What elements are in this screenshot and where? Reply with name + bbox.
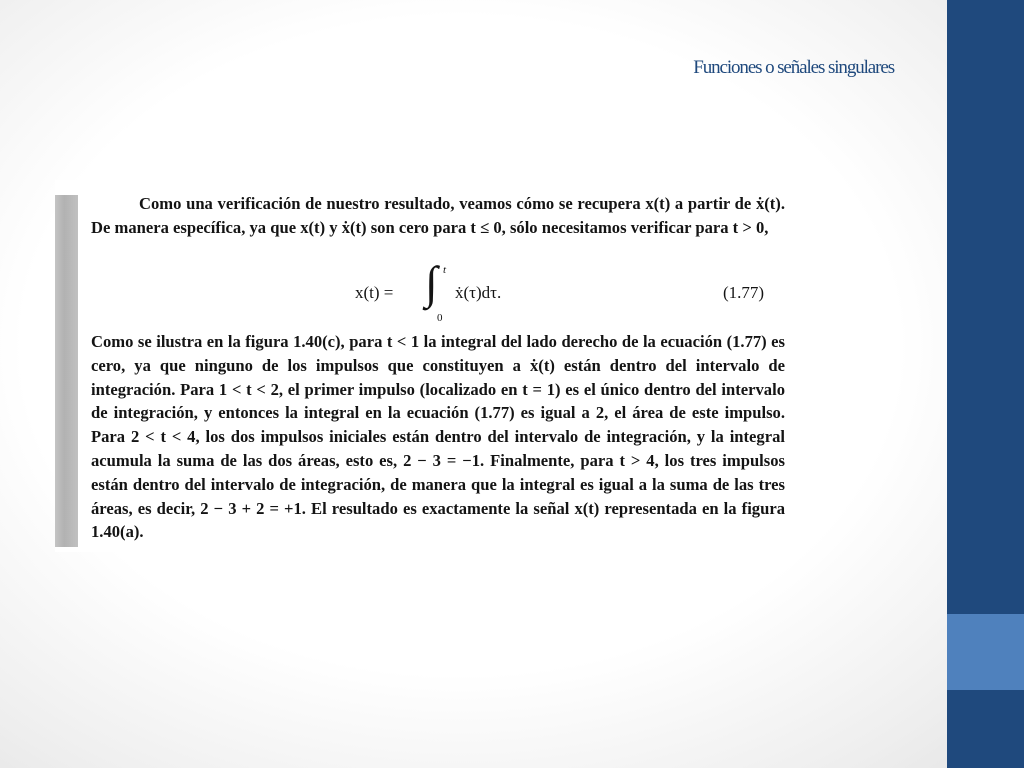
slide-title: Funciones o señales singulares [693, 57, 894, 78]
side-band-light [947, 614, 1024, 690]
integral-lower-limit: 0 [437, 312, 443, 324]
equation-1-77 [355, 257, 795, 326]
equation-number: (1.77) [723, 283, 765, 302]
scanned-text-image [55, 180, 795, 552]
integral-sign: ∫ [425, 257, 438, 308]
paragraph-explanation: Como se ilustra en la figura 1.40(c), para t < 1 la integral del lado derecho de la ecuación (1.77) es cero, ya que ninguno de los impulsos que constituyen a ẋ(t) están dentro del intervalo de integración. Para 1 < t < 2, el primer impulso (localizado en t = 1) es el único dentro del intervalo de integración, y entonces la integral en la ecuación (1.77) es igual a 2, el área de este impulso. Para 2 < t < 4, los dos impulsos iniciales están dentro del intervalo de integración, y la integral acumula la suma de las dos áreas, esto es, 2 − 3 = −1. Finalmente, para t > 4, los tres impulsos están dentro del intervalo de integración, de manera que la integral es igual a la suma de las tres áreas, es decir, 2 − 3 + 2 = +1. El resultado es exactamente la señal x(t) representada en la figura 1.40(a). [91, 332, 785, 542]
integral-upper-limit: t [443, 264, 447, 276]
paragraph-verification: Como una verificación de nuestro resultado, veamos cómo se recupera x(t) a partir de ẋ(t). De manera específica, ya que x(t) y ẋ(t) son cero para t ≤ 0, sólo necesitamos verificar para t > 0, [91, 194, 785, 237]
equation-integrand: ẋ(τ)dτ. [455, 283, 502, 302]
scan-margin-shadow [55, 195, 78, 547]
equation-lhs: x(t) = [355, 283, 394, 302]
